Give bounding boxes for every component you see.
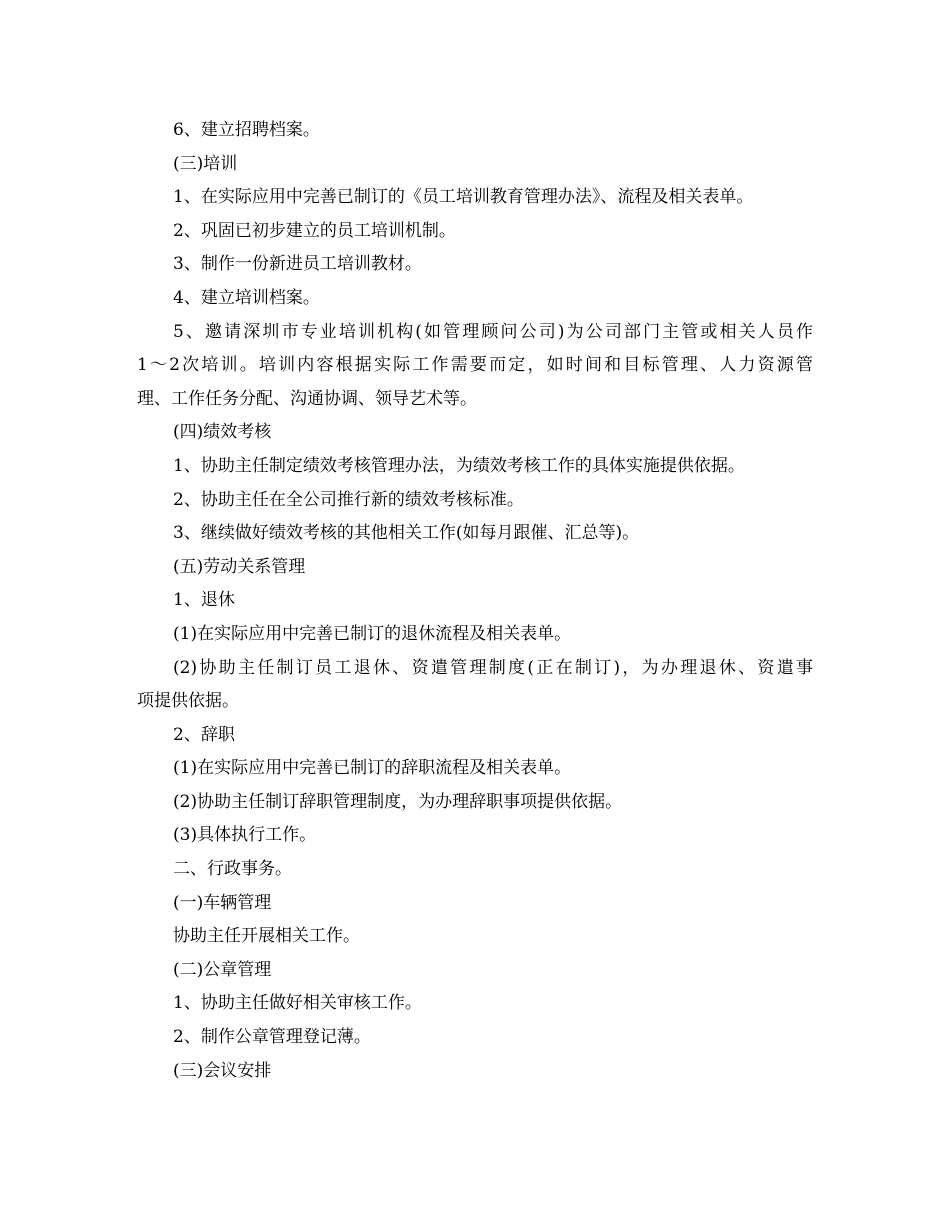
paragraph-recruitment-archive: 6、建立招聘档案。 bbox=[173, 120, 320, 140]
paragraph-performance-3: 3、继续做好绩效考核的其他相关工作(如每月跟催、汇总等)。 bbox=[173, 523, 640, 544]
paragraph-training-5-line-2: 1～2次培训。培训内容根据实际工作需要而定，如时间和目标管理、人力资源管 bbox=[137, 355, 813, 376]
document-body bbox=[137, 114, 813, 1088]
paragraph-resignation-3: (3)具体执行工作。 bbox=[173, 825, 317, 846]
paragraph-vehicle-management: 协助主任开展相关工作。 bbox=[173, 926, 360, 947]
paragraph-retirement-2-line-1: (2)协助主任制订员工退休、资遣管理制度(正在制订)，为办理退休、资遣事 bbox=[173, 657, 813, 678]
section-heading-seal-management: (二)公章管理 bbox=[173, 959, 272, 980]
paragraph-resignation-1: (1)在实际应用中完善已制订的辞职流程及相关表单。 bbox=[173, 758, 572, 779]
paragraph-seal-2: 2、制作公章管理登记薄。 bbox=[173, 1027, 371, 1048]
paragraph-seal-1: 1、协助主任做好相关审核工作。 bbox=[173, 993, 422, 1014]
section-heading-training: (三)培训 bbox=[173, 153, 238, 174]
paragraph-retirement-2-line-2: 项提供依据。 bbox=[137, 691, 239, 712]
section-heading-labor-relations: (五)劳动关系管理 bbox=[173, 556, 306, 577]
paragraph-training-2: 2、巩固已初步建立的员工培训机制。 bbox=[173, 220, 456, 241]
subheading-retirement: 1、退休 bbox=[173, 590, 235, 611]
paragraph-resignation-2: (2)协助主任制订辞职管理制度，为办理辞职事项提供依据。 bbox=[173, 791, 623, 812]
section-heading-performance: (四)绩效考核 bbox=[173, 422, 272, 443]
paragraph-training-3: 3、制作一份新进员工培训教材。 bbox=[173, 254, 422, 275]
section-heading-meeting-arrangement: (三)会议安排 bbox=[173, 1060, 272, 1081]
paragraph-training-5-line-3: 理、工作任务分配、沟通协调、领导艺术等。 bbox=[137, 388, 477, 409]
paragraph-retirement-1: (1)在实际应用中完善已制订的退休流程及相关表单。 bbox=[173, 623, 572, 644]
section-heading-vehicle-management: (一)车辆管理 bbox=[173, 892, 272, 913]
section-heading-admin-affairs: 二、行政事务。 bbox=[173, 859, 292, 880]
subheading-resignation: 2、辞职 bbox=[173, 724, 235, 745]
paragraph-training-4: 4、建立培训档案。 bbox=[173, 287, 320, 308]
paragraph-training-5-line-1: 5、邀请深圳市专业培训机构(如管理顾问公司)为公司部门主管或相关人员作 bbox=[173, 321, 813, 342]
paragraph-training-1: 1、在实际应用中完善已制订的《员工培训教育管理办法》、流程及相关表单。 bbox=[173, 187, 754, 208]
paragraph-performance-2: 2、协助主任在全公司推行新的绩效考核标准。 bbox=[173, 489, 524, 510]
paragraph-performance-1: 1、协助主任制定绩效考核管理办法，为绩效考核工作的具体实施提供依据。 bbox=[173, 455, 745, 476]
